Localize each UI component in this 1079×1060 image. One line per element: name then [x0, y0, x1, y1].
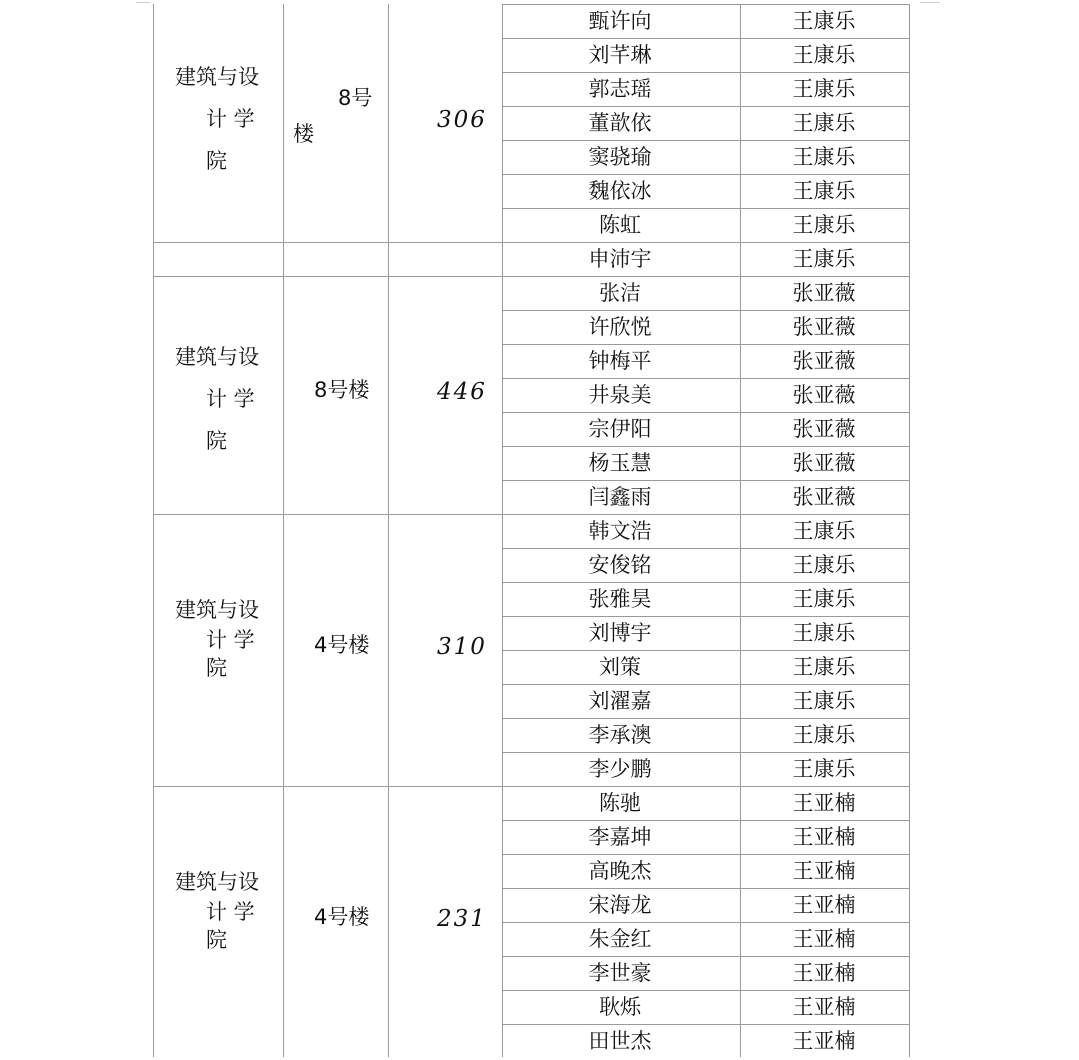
advisor-name: 王亚楠 [792, 961, 856, 985]
row-border [502, 208, 909, 209]
row-border [502, 888, 909, 889]
college-name: 院 [206, 149, 227, 173]
row-border [502, 548, 909, 549]
row-border [502, 446, 909, 447]
row-border [153, 786, 909, 787]
advisor-name: 王康乐 [792, 689, 856, 713]
advisor-name: 王康乐 [792, 587, 856, 611]
row-border [502, 582, 909, 583]
top-edge-mark [136, 2, 150, 3]
student-name: 宗伊阳 [588, 417, 652, 441]
advisor-name: 王康乐 [792, 43, 856, 67]
building-number: 8号楼 [314, 378, 370, 402]
advisor-name: 王康乐 [792, 247, 856, 271]
advisor-name: 王康乐 [792, 621, 856, 645]
student-name: 陈驰 [599, 791, 641, 815]
advisor-name: 王亚楠 [792, 791, 856, 815]
row-border [502, 616, 909, 617]
college-name: 院 [206, 429, 227, 453]
student-name: 高晚杰 [588, 859, 652, 883]
advisor-name: 王康乐 [792, 9, 856, 33]
room-number: 231 [437, 906, 487, 932]
student-name: 李世豪 [588, 961, 652, 985]
advisor-name: 王康乐 [792, 553, 856, 577]
advisor-name: 王亚楠 [792, 995, 856, 1019]
row-border [502, 412, 909, 413]
row-border [502, 650, 909, 651]
student-name: 申沛宇 [588, 247, 652, 271]
advisor-name: 张亚薇 [792, 281, 856, 305]
row-border [502, 752, 909, 753]
advisor-name: 王康乐 [792, 213, 856, 237]
row-border [502, 922, 909, 923]
row-border [502, 72, 909, 73]
advisor-name: 王康乐 [792, 77, 856, 101]
row-border [502, 854, 909, 855]
advisor-name: 王亚楠 [792, 893, 856, 917]
row-border [502, 378, 909, 379]
building-number: 4号楼 [314, 633, 370, 657]
student-name: 甄许向 [588, 9, 652, 33]
college-name: 建筑与设 [175, 598, 259, 622]
student-name: 张洁 [599, 281, 641, 305]
student-name: 韩文浩 [588, 519, 652, 543]
row-border [502, 174, 909, 175]
room-number: 310 [437, 634, 487, 660]
row-border [502, 344, 909, 345]
building-number: 楼 [293, 122, 314, 146]
student-name: 李少鹏 [588, 757, 652, 781]
room-number: 446 [437, 379, 487, 405]
advisor-name: 张亚薇 [792, 417, 856, 441]
row-border [502, 38, 909, 39]
student-name: 耿烁 [599, 995, 641, 1019]
student-name: 魏依冰 [588, 179, 652, 203]
row-border [502, 820, 909, 821]
college-name: 建筑与设 [175, 870, 259, 894]
college-name: 计 学 [206, 628, 255, 652]
advisor-name: 张亚薇 [792, 383, 856, 407]
advisor-name: 王康乐 [792, 145, 856, 169]
building-number: 4号楼 [314, 905, 370, 929]
college-name: 计 学 [206, 107, 255, 131]
student-name: 宋海龙 [588, 893, 652, 917]
advisor-name: 张亚薇 [792, 315, 856, 339]
row-border [153, 276, 909, 277]
student-name: 杨玉慧 [588, 451, 652, 475]
row-border [502, 990, 909, 991]
student-name: 李承澳 [588, 723, 652, 747]
room-number: 306 [437, 107, 487, 133]
advisor-name: 王康乐 [792, 655, 856, 679]
student-name: 董歆依 [588, 111, 652, 135]
student-name: 郭志瑶 [588, 77, 652, 101]
advisor-name: 王康乐 [792, 519, 856, 543]
student-name: 安俊铭 [588, 553, 652, 577]
student-name: 窦骁瑜 [588, 145, 652, 169]
student-name: 陈虹 [599, 213, 641, 237]
advisor-name: 王亚楠 [792, 859, 856, 883]
row-border [153, 514, 909, 515]
row-border [502, 718, 909, 719]
college-name: 计 学 [206, 387, 255, 411]
advisor-name: 王亚楠 [792, 825, 856, 849]
row-border [502, 4, 909, 5]
row-border [502, 310, 909, 311]
student-name: 朱金红 [588, 927, 652, 951]
row-border [502, 140, 909, 141]
student-name: 井泉美 [588, 383, 652, 407]
row-border [502, 480, 909, 481]
column-border [388, 4, 389, 1057]
row-border [153, 242, 909, 243]
advisor-name: 王康乐 [792, 111, 856, 135]
advisor-name: 王亚楠 [792, 1029, 856, 1053]
row-border [502, 1024, 909, 1025]
student-name: 张雅昊 [588, 587, 652, 611]
college-name: 建筑与设 [175, 345, 259, 369]
college-name: 建筑与设 [175, 65, 259, 89]
column-border [283, 4, 284, 1057]
student-name: 刘博宇 [588, 621, 652, 645]
column-border [153, 4, 154, 1057]
column-border [909, 4, 910, 1057]
advisor-name: 张亚薇 [792, 485, 856, 509]
student-name: 田世杰 [588, 1029, 652, 1053]
college-name: 计 学 [206, 900, 255, 924]
advisor-name: 王康乐 [792, 179, 856, 203]
row-border [502, 106, 909, 107]
advisor-name: 王亚楠 [792, 927, 856, 951]
student-name: 许欣悦 [588, 315, 652, 339]
row-border [502, 684, 909, 685]
student-name: 刘芊琳 [588, 43, 652, 67]
student-name: 钟梅平 [588, 349, 652, 373]
student-name: 刘濯嘉 [588, 689, 652, 713]
advisor-name: 张亚薇 [792, 451, 856, 475]
row-border [502, 956, 909, 957]
student-name: 刘策 [599, 655, 641, 679]
advisor-name: 王康乐 [792, 757, 856, 781]
college-name: 院 [206, 656, 227, 680]
top-edge-mark [920, 2, 940, 3]
college-name: 院 [206, 928, 227, 952]
advisor-name: 张亚薇 [792, 349, 856, 373]
building-number: 8号 [338, 86, 373, 110]
student-name: 李嘉坤 [588, 825, 652, 849]
advisor-name: 王康乐 [792, 723, 856, 747]
student-name: 闫鑫雨 [588, 485, 652, 509]
